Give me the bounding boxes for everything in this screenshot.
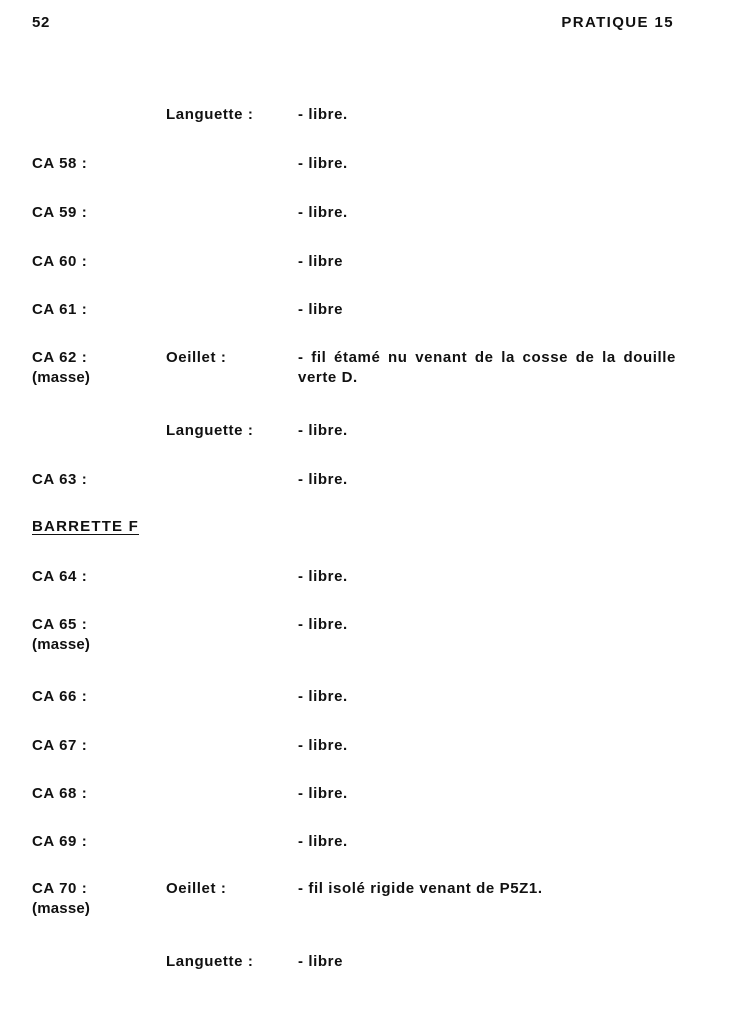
connector-code [32, 879, 162, 919]
entry-row [32, 421, 676, 471]
code-label: CA 58 : [32, 155, 88, 172]
wire-description: - libre. [298, 785, 348, 802]
connector-code [32, 687, 162, 707]
page-number: 52 [32, 14, 50, 31]
connector-code [32, 832, 162, 852]
wire-description: - libre. [298, 471, 348, 488]
wire-description: - libre. [298, 737, 348, 754]
code-label: CA 59 : [32, 204, 88, 221]
code-label: CA 65 : [32, 616, 88, 633]
entry-row [32, 615, 676, 665]
entry-row [32, 736, 676, 786]
code-label: CA 63 : [32, 471, 88, 488]
code-label: CA 70 : [32, 880, 88, 897]
entry-row [32, 300, 676, 350]
wire-description: - libre. [298, 106, 348, 123]
running-head: PRATIQUE 15 [561, 14, 674, 31]
entry-row [32, 154, 676, 204]
code-note: (masse) [32, 900, 91, 917]
entry-row [32, 687, 676, 737]
entry-row [32, 105, 676, 155]
code-note: (masse) [32, 369, 91, 386]
wire-description: - libre [298, 301, 344, 318]
code-label: CA 64 : [32, 568, 88, 585]
connector-code [32, 470, 162, 490]
connector-code [32, 615, 162, 655]
entry-row [32, 879, 676, 929]
connector-code [32, 252, 162, 272]
wire-description: - fil isolé rigide venant de P5Z1. [298, 880, 543, 897]
connector-code [32, 348, 162, 388]
part-label: Languette : [166, 953, 254, 970]
entry-row [32, 784, 676, 834]
code-label: CA 68 : [32, 785, 88, 802]
code-label: CA 67 : [32, 737, 88, 754]
part-label: Oeillet : [166, 349, 227, 366]
wire-description: - libre [298, 253, 344, 270]
section-heading: BARRETTE F [32, 518, 139, 535]
code-note: (masse) [32, 636, 91, 653]
entry-row [32, 952, 676, 1002]
entry-row [32, 832, 676, 882]
connector-code [32, 300, 162, 320]
code-label: CA 66 : [32, 688, 88, 705]
part-label: Oeillet : [166, 880, 227, 897]
entry-row [32, 252, 676, 302]
wire-description: - libre. [298, 616, 348, 633]
connector-code [32, 203, 162, 223]
code-label: CA 60 : [32, 253, 88, 270]
wire-description: - libre. [298, 422, 348, 439]
connector-code [32, 154, 162, 174]
wire-description: - libre. [298, 688, 348, 705]
connector-code [32, 784, 162, 804]
wire-description: - libre [298, 953, 344, 970]
entry-row [32, 203, 676, 253]
code-label: CA 61 : [32, 301, 88, 318]
wire-description: - libre. [298, 155, 348, 172]
wire-description: - fil étamé nu venant de la cosse de la douille verte D. [298, 349, 676, 386]
part-label: Languette : [166, 106, 254, 123]
code-label: CA 69 : [32, 833, 88, 850]
connector-code [32, 736, 162, 756]
wire-description: - libre. [298, 833, 348, 850]
part-label: Languette : [166, 422, 254, 439]
code-label: CA 62 : [32, 349, 88, 366]
entry-row [32, 470, 676, 520]
entry-row [32, 567, 676, 617]
entry-row [32, 348, 676, 398]
wire-description: - libre. [298, 568, 348, 585]
connector-code [32, 567, 162, 587]
wire-description: - libre. [298, 204, 348, 221]
